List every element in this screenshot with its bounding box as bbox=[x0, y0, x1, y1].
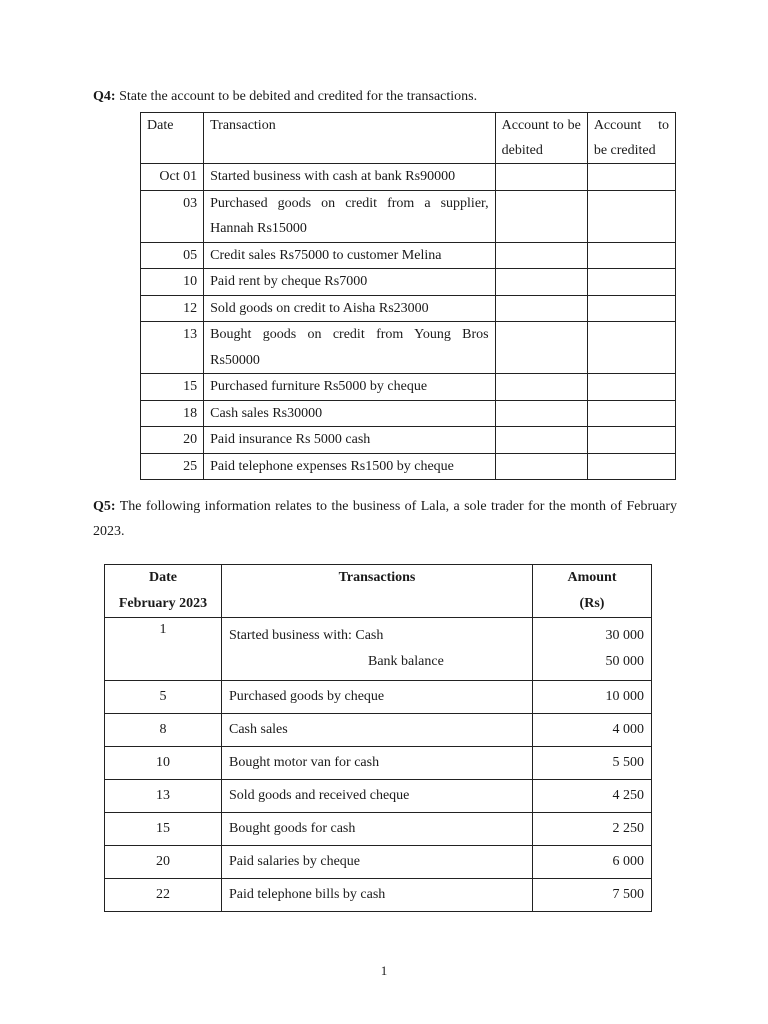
q5-first-row-amount1: 30 000 bbox=[605, 628, 644, 643]
q5-header-date-line1: Date bbox=[149, 570, 177, 585]
q5-row-transaction bbox=[222, 618, 533, 681]
q4-header-date: Date bbox=[141, 113, 204, 164]
table-row bbox=[105, 714, 652, 747]
q4-row-transaction: Cash sales Rs30000 bbox=[204, 400, 496, 427]
q4-row-transaction: Paid insurance Rs 5000 cash bbox=[204, 427, 496, 454]
q4-row-date: 18 bbox=[141, 400, 204, 427]
q5-first-row-line2: Bank balance bbox=[368, 654, 444, 669]
q4-row-transaction: Started business with cash at bank Rs90000 bbox=[204, 164, 496, 191]
q5-table bbox=[104, 564, 652, 912]
q4-row-date: 10 bbox=[141, 269, 204, 296]
table-row bbox=[141, 295, 676, 322]
q4-credit-answer-cell bbox=[587, 190, 675, 242]
q5-header-amount-line2: (Rs) bbox=[579, 596, 605, 611]
q4-row-date: 05 bbox=[141, 242, 204, 269]
q4-credit-answer-cell bbox=[587, 400, 675, 427]
table-row bbox=[141, 164, 676, 191]
q5-header-row bbox=[105, 565, 652, 618]
q4-debit-answer-cell bbox=[495, 190, 587, 242]
q5-row-date: 5 bbox=[105, 681, 222, 714]
q4-credit-answer-cell bbox=[587, 322, 675, 374]
q4-header-credited: Account to be credited bbox=[587, 113, 675, 164]
q4-row-transaction: Bought goods on credit from Young Bros Rs50000 bbox=[204, 322, 496, 374]
q4-row-date: 15 bbox=[141, 374, 204, 401]
q4-debit-answer-cell bbox=[495, 400, 587, 427]
table-row bbox=[105, 879, 652, 912]
table-row bbox=[141, 374, 676, 401]
q4-credit-answer-cell bbox=[587, 374, 675, 401]
q4-header-debited: Account to be debited bbox=[495, 113, 587, 164]
q5-row-date: 13 bbox=[105, 780, 222, 813]
q5-row-transaction: Purchased goods by cheque bbox=[222, 681, 533, 714]
q5-row-amount: 5 500 bbox=[533, 747, 652, 780]
table-row bbox=[141, 190, 676, 242]
q5-row-date: 8 bbox=[105, 714, 222, 747]
q4-label: Q4: bbox=[93, 89, 116, 104]
q4-credit-answer-cell bbox=[587, 427, 675, 454]
q5-header-date bbox=[105, 565, 222, 618]
q5-row-amount: 4 000 bbox=[533, 714, 652, 747]
q5-label: Q5: bbox=[93, 499, 116, 514]
q4-row-date: 12 bbox=[141, 295, 204, 322]
table-row bbox=[105, 813, 652, 846]
q4-credit-answer-cell bbox=[587, 164, 675, 191]
q5-row-transaction: Bought motor van for cash bbox=[222, 747, 533, 780]
table-row bbox=[141, 400, 676, 427]
q4-header-transaction: Transaction bbox=[204, 113, 496, 164]
q5-row-amount: 7 500 bbox=[533, 879, 652, 912]
q4-row-transaction: Credit sales Rs75000 to customer Melina bbox=[204, 242, 496, 269]
table-row bbox=[141, 453, 676, 480]
q5-row-amount bbox=[533, 618, 652, 681]
q5-row-amount: 4 250 bbox=[533, 780, 652, 813]
q4-debit-answer-cell bbox=[495, 427, 587, 454]
q4-row-transaction: Purchased furniture Rs5000 by cheque bbox=[204, 374, 496, 401]
table-row bbox=[105, 681, 652, 714]
q4-row-date: Oct 01 bbox=[141, 164, 204, 191]
q4-row-transaction: Paid rent by cheque Rs7000 bbox=[204, 269, 496, 296]
q5-row-transaction: Cash sales bbox=[222, 714, 533, 747]
q4-row-date: 25 bbox=[141, 453, 204, 480]
q5-row-amount: 10 000 bbox=[533, 681, 652, 714]
q4-debit-answer-cell bbox=[495, 374, 587, 401]
q5-row-amount: 2 250 bbox=[533, 813, 652, 846]
q5-row-amount: 6 000 bbox=[533, 846, 652, 879]
q4-debit-answer-cell bbox=[495, 269, 587, 296]
table-row bbox=[105, 846, 652, 879]
q4-text: State the account to be debited and credited for the transactions. bbox=[119, 89, 478, 104]
q4-table bbox=[140, 112, 676, 480]
q4-heading bbox=[93, 84, 677, 109]
q5-row-date: 10 bbox=[105, 747, 222, 780]
q5-text: The following information relates to the business of Lala, a sole trader for the month of February 2023. bbox=[93, 499, 678, 539]
q5-header-transactions: Transactions bbox=[222, 565, 533, 618]
table-row bbox=[141, 322, 676, 374]
q5-row-transaction: Paid salaries by cheque bbox=[222, 846, 533, 879]
q5-header-amount-line1: Amount bbox=[567, 570, 617, 585]
table-row bbox=[141, 269, 676, 296]
table-row bbox=[105, 618, 652, 681]
q4-debit-answer-cell bbox=[495, 242, 587, 269]
q4-credit-answer-cell bbox=[587, 295, 675, 322]
q4-row-date: 13 bbox=[141, 322, 204, 374]
q4-credit-answer-cell bbox=[587, 453, 675, 480]
q4-debit-answer-cell bbox=[495, 453, 587, 480]
table-row bbox=[141, 242, 676, 269]
q5-row-date: 15 bbox=[105, 813, 222, 846]
q4-debit-answer-cell bbox=[495, 322, 587, 374]
table-row bbox=[105, 747, 652, 780]
q4-row-transaction: Sold goods on credit to Aisha Rs23000 bbox=[204, 295, 496, 322]
q4-row-date: 03 bbox=[141, 190, 204, 242]
q5-first-row-amount2: 50 000 bbox=[605, 654, 644, 669]
q5-heading bbox=[93, 494, 677, 544]
q4-credit-answer-cell bbox=[587, 242, 675, 269]
q5-row-transaction: Bought goods for cash bbox=[222, 813, 533, 846]
q5-first-row-line1: Started business with: Cash bbox=[229, 628, 384, 643]
q4-credit-answer-cell bbox=[587, 269, 675, 296]
q4-row-transaction: Paid telephone expenses Rs1500 by cheque bbox=[204, 453, 496, 480]
q5-row-date: 22 bbox=[105, 879, 222, 912]
q5-row-transaction: Paid telephone bills by cash bbox=[222, 879, 533, 912]
q5-header-amount bbox=[533, 565, 652, 618]
q5-row-transaction: Sold goods and received cheque bbox=[222, 780, 533, 813]
table-row bbox=[141, 427, 676, 454]
page-number: 1 bbox=[380, 963, 388, 978]
q5-header-date-line2: February 2023 bbox=[118, 596, 208, 611]
q4-header-row bbox=[141, 113, 676, 164]
table-row bbox=[105, 780, 652, 813]
q4-row-date: 20 bbox=[141, 427, 204, 454]
q4-debit-answer-cell bbox=[495, 295, 587, 322]
q5-row-date: 20 bbox=[105, 846, 222, 879]
q5-row-date: 1 bbox=[105, 618, 222, 681]
q4-row-transaction: Purchased goods on credit from a supplier, Hannah Rs15000 bbox=[204, 190, 496, 242]
q4-debit-answer-cell bbox=[495, 164, 587, 191]
